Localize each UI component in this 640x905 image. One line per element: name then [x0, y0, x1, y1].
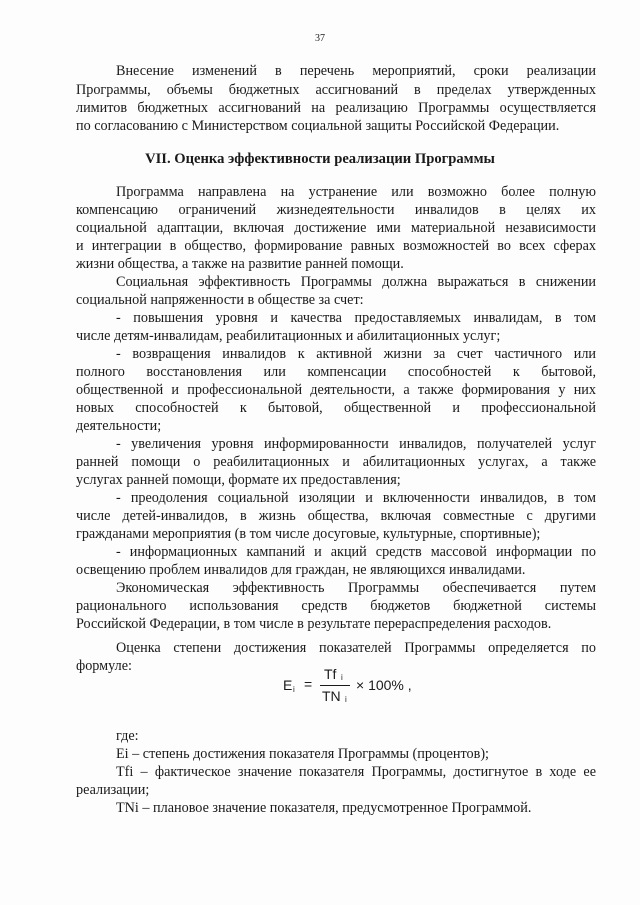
text-line: - информационных кампаний и акций средств массовой информации по [116, 544, 596, 560]
formula-lhs-subscript: i [293, 685, 295, 694]
text-line: Социальная эффективность Программы должна выражаться в снижении [116, 274, 596, 290]
text-line: освещению проблем инвалидов для граждан, не являющихся инвалидами. [76, 562, 526, 578]
formula-numerator-subscript: i [341, 673, 343, 682]
text-line: Внесение изменений в перечень мероприятий, сроки реализации [116, 63, 596, 79]
text-line: общественной и профессиональной деятельности, а также формирования у них [76, 382, 596, 398]
text-line: - повышения уровня и качества предоставляемых инвалидам, в том [116, 310, 596, 326]
formula-numerator: Tf [324, 666, 337, 682]
legend-line: реализации; [76, 782, 150, 798]
legend-line: Ei – степень достижения показателя Программы (процентов); [116, 746, 489, 762]
text-line: гражданами мероприятия (в том числе досуговые, культурные, спортивные); [76, 526, 541, 542]
legend-intro: где: [116, 728, 139, 744]
text-line: Оценка степени достижения показателей Программы определяется по [116, 640, 596, 656]
formula-multiplier: × 100% , [356, 677, 412, 693]
text-line: числе детей-инвалидов, в жизнь общества, включая совместные с другими [76, 508, 596, 524]
efficiency-formula [283, 662, 463, 712]
legend-line: Tfi – фактическое значение показателя Программы, достигнутое в ходе ее [116, 764, 596, 780]
text-line: - преодоления социальной изоляции и включенности инвалидов, в том [116, 490, 596, 506]
text-line: лимитов бюджетных ассигнований на реализацию Программы осуществляется [76, 100, 596, 116]
text-line: компенсацию ограничений жизнедеятельности инвалидов в целях их [76, 202, 596, 218]
page-number: 37 [315, 33, 325, 44]
text-line: услугах ранней помощи, формате их предоставления; [76, 472, 401, 488]
text-line: и интеграции в общество, формирование равных возможностей во всех сферах [76, 238, 596, 254]
text-line: Программа направлена на устранение или возможно более полную [116, 184, 596, 200]
formula-equals: = [304, 676, 313, 692]
text-line: ранней помощи о реабилитационных и абилитационных услугах, а также [76, 454, 596, 470]
text-line: социальной адаптации, включая достижение ими материальной независимости [76, 220, 596, 236]
text-line: рационального использования средств бюджетов бюджетной системы [76, 598, 596, 614]
text-line: числе детям-инвалидам, реабилитационных и абилитационных услуг; [76, 328, 501, 344]
text-line: по согласованию с Министерством социальной защиты Российской Федерации. [76, 118, 560, 134]
formula-denominator: TN [322, 688, 341, 704]
text-line: деятельности; [76, 418, 162, 434]
fraction-bar [320, 685, 350, 686]
text-line: - увеличения уровня информированности инвалидов, получателей услуг [116, 436, 596, 452]
text-line: Российской Федерации, в том числе в результате перераспределения расходов. [76, 616, 552, 632]
text-line: Программы, объемы бюджетных ассигнований в пределах утвержденных [76, 82, 596, 98]
text-line: социальной напряженности в обществе за счет: [76, 292, 364, 308]
text-line: жизни общества, а также на развитие ранней помощи. [76, 256, 404, 272]
text-line: полного восстановления или компенсации способностей к бытовой, [76, 364, 596, 380]
text-line: - возвращения инвалидов к активной жизни за счет частичного или [116, 346, 596, 362]
text-line: формуле: [76, 658, 132, 674]
formula-lhs: E [283, 677, 293, 693]
section-heading: VII. Оценка эффективности реализации Программы [145, 151, 495, 167]
text-line: новых способностей к бытовой, общественной и профессиональной [76, 400, 596, 416]
legend-line: TNi – плановое значение показателя, предусмотренное Программой. [116, 800, 532, 816]
formula-denominator-subscript: i [345, 695, 347, 704]
text-line: Экономическая эффективность Программы обеспечивается путем [116, 580, 596, 596]
